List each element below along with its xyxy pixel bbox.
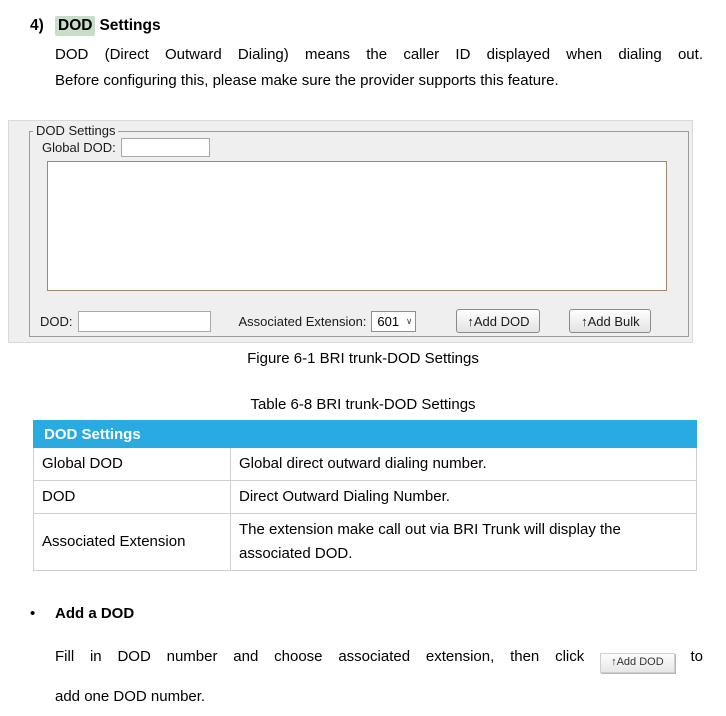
table-row	[34, 481, 697, 514]
dod-settings-table	[33, 420, 697, 571]
section-number: 4)	[30, 17, 44, 34]
add-dod-button[interactable]: ↑Add DOD	[456, 309, 540, 333]
figure-caption: Figure 6-1 BRI trunk-DOD Settings	[247, 350, 479, 367]
table-cell-name: Global DOD	[34, 448, 231, 481]
dod-input[interactable]	[78, 311, 211, 332]
dod-entry-row	[40, 309, 680, 333]
chevron-down-icon: ∨	[405, 315, 413, 326]
table-header-row	[34, 421, 697, 448]
heading-highlighted-term: DOD	[55, 16, 95, 36]
associated-extension-label: Associated Extension:	[238, 313, 367, 329]
table-cell-name: Associated Extension	[34, 514, 231, 571]
bullet-title: Add a DOD	[55, 605, 135, 622]
dod-list-textarea[interactable]	[47, 161, 667, 291]
heading-rest: Settings	[99, 17, 161, 34]
intro-line-1: DOD (Direct Outward Dialing) means the caller ID displayed when dialing out.	[55, 46, 703, 63]
add-bulk-button[interactable]: ↑Add Bulk	[569, 309, 651, 333]
table-row	[34, 448, 697, 481]
dod-settings-panel	[8, 120, 693, 343]
table-caption: Table 6-8 BRI trunk-DOD Settings	[250, 396, 476, 413]
global-dod-label: Global DOD:	[42, 140, 116, 155]
bullet-marker: •	[30, 605, 36, 622]
table-cell-name: DOD	[34, 481, 231, 514]
paragraph-text-after-button: to	[690, 648, 703, 665]
add-dod-paragraph	[55, 645, 703, 709]
associated-extension-select[interactable]	[371, 311, 416, 332]
global-dod-input[interactable]	[121, 138, 210, 157]
section-heading	[30, 16, 726, 36]
intro-paragraph	[55, 42, 703, 94]
inline-add-dod-button[interactable]: ↑Add DOD	[600, 653, 675, 673]
table-cell-description: Direct Outward Dialing Number.	[231, 481, 697, 514]
bullet-item	[30, 604, 726, 623]
paragraph-text-before-button: Fill in DOD number and choose associated extension, then click	[55, 648, 585, 665]
associated-extension-value: 601	[377, 313, 400, 329]
add-dod-paragraph-line-1	[55, 645, 703, 673]
dod-settings-groupbox	[29, 123, 689, 337]
add-dod-paragraph-line-2: add one DOD number.	[55, 688, 206, 705]
dod-label: DOD:	[40, 313, 73, 329]
table-row	[34, 514, 697, 571]
groupbox-legend: DOD Settings	[33, 123, 118, 138]
global-dod-row	[42, 138, 210, 157]
intro-line-2: Before configuring this, please make sure the provider supports this feature.	[55, 72, 559, 89]
table-header-cell: DOD Settings	[34, 421, 697, 448]
table-cell-description: The extension make call out via BRI Trunk will display the associated DOD.	[231, 514, 697, 571]
table-cell-description: Global direct outward dialing number.	[231, 448, 697, 481]
